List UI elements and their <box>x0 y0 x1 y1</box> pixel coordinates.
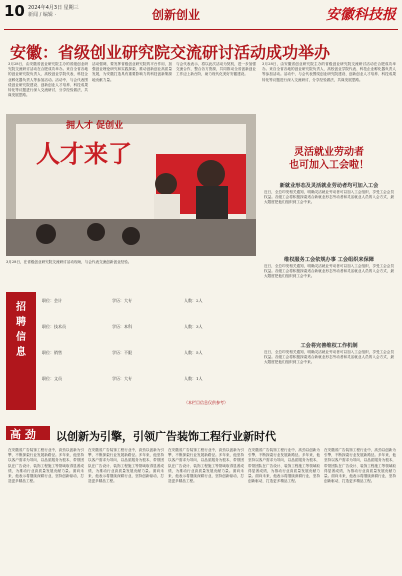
feature-column-3: 在安徽省广告装饰工程行业中，高劲以创新为引擎，不断探索行业发展新路径。多年来，他坚持以客户需求为导向，以品质服务为根本，带领团队在广告设计、装饰工程施工等领域取得显著成绩，为推动行业高质量发展贡献力量。面向未来，他表示将继续深耕行业，坚持创新驱动，打造更多精品工程。 <box>168 448 244 484</box>
newspaper-logo: 安徽科技报 <box>326 7 396 23</box>
feature-mark-text: 高 劲 <box>10 428 36 441</box>
article-photo <box>6 114 256 256</box>
article-column-3: 与会代表表示，将以此次活动为契机，进一步加强交流合作，整合各方资源，共同推动全省创新创业工作迈上新台阶，助力现代化美好安徽建设。 <box>176 62 256 77</box>
article-column-2: 活动强调，要发挥省级创业研究院的平台作用，加强创业理论研究和实践探索，推动创新创业高质量发展，为安徽打造具有重要影响力的科技创新策源地贡献力量。 <box>92 62 172 82</box>
feature-column-2: 在安徽省广告装饰工程行业中，高劲以创新为引擎，不断探索行业发展新路径。多年来，他坚持以客户需求为导向，以品质服务为根本，带领团队在广告设计、装饰工程施工等领域取得显著成绩，为推动行业高质量发展贡献力量。面向未来，他表示将继续深耕行业，坚持创新驱动，打造更多精品工程。 <box>88 448 164 484</box>
job-cell: 学历：本科 <box>112 324 132 329</box>
job-cell: 人数：1人 <box>184 376 203 381</box>
subheading-3: 工会将完善维权工作机制 <box>300 343 358 349</box>
right-body-1: 近日，全总印发相关通知，明确灵活就业劳动者可以加入工会组织，享受工会会员权益。各级工会将积极探索适合新就业形态劳动者和灵活就业人员的入会方式，最大限度把他们组织到工会中来。 <box>264 190 394 205</box>
photo-banner-text: 拥人才 促创业 <box>66 121 124 131</box>
article-column-1: 3月28日，由安徽省创业研究院主办的省级创业研究院交流研讨活动在合肥成功举办。来自全省各地的创业研究院负责人、高校创业学院代表、科技企业孵化器负责人等参加活动。活动中，与会代表围绕创业研究院建设、创新创业人才培养、科技成果转化等议题进行深入交流研讨，分享经验做法，共谋发展思路。 <box>8 62 88 98</box>
photo-caption: 3月28日，在省级创业研究院交流研讨活动现场，与会代表交流创新创业经验。 <box>6 260 132 264</box>
recruitment-sidebar <box>6 292 36 410</box>
job-cell: 人数：5人 <box>184 350 203 355</box>
subheading-2: 维权服务工会依规办事 工会组织来保障 <box>284 257 374 263</box>
article-column-4: 3月28日，由安徽省创业研究院主办的省级创业研究院交流研讨活动在合肥成功举办。来自全省各地的创业研究院负责人、高校创业学院代表、科技企业孵化器负责人等参加活动。活动中，与会代表围绕创业研究院建设、创新创业人才培养、科技成果转化等议题进行深入交流研讨，分享经验做法，共谋发展思路。 <box>262 62 396 82</box>
job-cell: 人数：3人 <box>184 324 203 329</box>
recruitment-title: 招聘信息 <box>16 302 26 358</box>
feature-title: 以创新为引擎，引领广告装饰工程行业新时代 <box>56 430 276 443</box>
job-cell: 职位：文员 <box>42 376 62 381</box>
sidebar-story-headline-text: 灵活就业劳动者 也可加入工会啦！ <box>289 147 369 171</box>
page-number: 10 <box>4 2 25 20</box>
recruitment-note: （本栏目信息仅供参考） <box>184 400 228 405</box>
photo-backdrop-text: 人才来了 <box>36 140 132 168</box>
header-divider <box>4 29 398 30</box>
recruitment-table <box>40 294 256 412</box>
issue-date: 2024年4月3日 星期三 <box>28 5 79 11</box>
feature-band <box>0 424 402 446</box>
right-body-3: 近日，全总印发相关通知，明确灵活就业劳动者可以加入工会组织，享受工会会员权益。各级工会将积极探索适合新就业形态劳动者和灵活就业人员的入会方式，最大限度把他们组织到工会中来。 <box>264 350 394 365</box>
job-cell: 职位：技术员 <box>42 324 66 329</box>
main-headline: 安徽：省级创业研究院交流研讨活动成功举办 <box>10 43 331 62</box>
section-title: 创新创业 <box>152 8 201 22</box>
job-cell: 人数：2人 <box>184 298 203 303</box>
job-cell: 学历：大专 <box>112 298 132 303</box>
job-cell: 学历：不限 <box>112 350 132 355</box>
feature-column-1: 在安徽省广告装饰工程行业中，高劲以创新为引擎，不断探索行业发展新路径。多年来，他坚持以客户需求为导向，以品质服务为根本，带领团队在广告设计、装饰工程施工等领域取得显著成绩，为推动行业高质量发展贡献力量。面向未来，他表示将继续深耕行业，坚持创新驱动，打造更多精品工程。 <box>8 448 84 484</box>
sidebar-story-headline <box>262 146 396 172</box>
subheading-1: 新就业形态及灵活就业劳动者均可加入工会 <box>279 183 379 189</box>
right-body-2: 近日，全总印发相关通知，明确灵活就业劳动者可以加入工会组织，享受工会会员权益。各级工会将积极探索适合新就业形态劳动者和灵活就业人员的入会方式，最大限度把他们组织到工会中来。 <box>264 264 394 279</box>
feature-column-5: 在安徽省广告装饰工程行业中，高劲以创新为引擎，不断探索行业发展新路径。多年来，他坚持以客户需求为导向，以品质服务为根本，带领团队在广告设计、装饰工程施工等领域取得显著成绩，为推动行业高质量发展贡献力量。面向未来，他表示将继续深耕行业，坚持创新驱动，打造更多精品工程。 <box>324 448 396 484</box>
issue-meta: 新闻 / 编辑 · <box>28 12 57 18</box>
feature-mark <box>6 426 50 440</box>
page-header <box>0 0 402 30</box>
job-cell: 职位：销售 <box>42 350 62 355</box>
job-cell: 职位：会计 <box>42 298 62 303</box>
job-cell: 学历：大专 <box>112 376 132 381</box>
feature-column-4: 在安徽省广告装饰工程行业中，高劲以创新为引擎，不断探索行业发展新路径。多年来，他坚持以客户需求为导向，以品质服务为根本，带领团队在广告设计、装饰工程施工等领域取得显著成绩，为推动行业高质量发展贡献力量。面向未来，他表示将继续深耕行业，坚持创新驱动，打造更多精品工程。 <box>248 448 320 484</box>
